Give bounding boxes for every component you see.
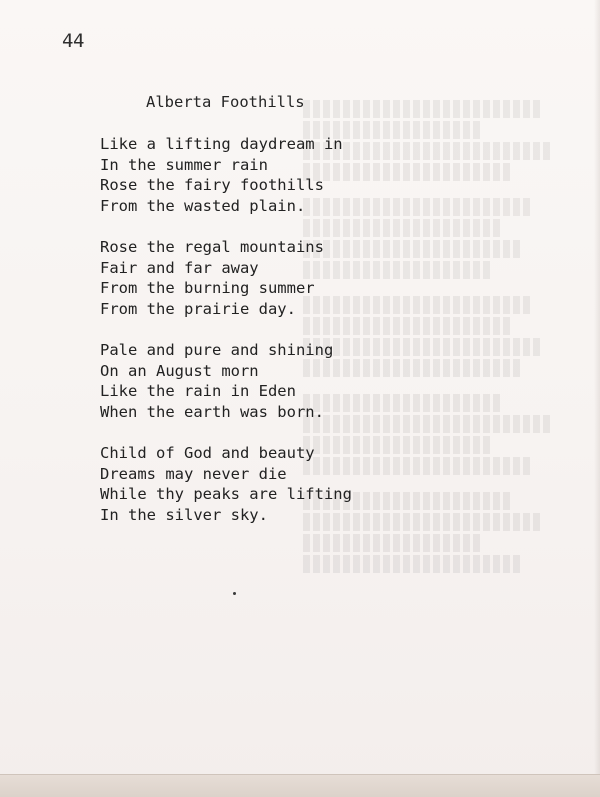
- poem-line: From the prairie day.: [100, 299, 296, 318]
- stanza: [100, 443, 352, 525]
- page-number: 44: [62, 30, 84, 52]
- poem-line: Rose the regal mountains: [100, 237, 324, 256]
- poem-line: From the wasted plain.: [100, 196, 306, 215]
- poem-line: From the burning summer: [100, 279, 315, 298]
- page-bottom-edge: [0, 774, 600, 797]
- stanza: [100, 134, 352, 216]
- poem-title: Alberta Foothills: [146, 93, 305, 111]
- poem-line: Child of God and beauty: [100, 443, 315, 462]
- poem-line: In the silver sky.: [100, 505, 268, 524]
- poem-line: In the summer rain: [100, 155, 268, 174]
- page-edge-shadow: [594, 0, 600, 775]
- stanza: [100, 340, 352, 422]
- poem-body: [100, 134, 352, 546]
- poem-line: Like a lifting daydream in: [100, 135, 343, 153]
- poem-line: While thy peaks are lifting: [100, 485, 352, 504]
- poem-line: On an August morn: [100, 361, 259, 380]
- poem-line: Fair and far away: [100, 258, 259, 277]
- poem-line: Like the rain in Eden: [100, 382, 296, 401]
- poem-line: Dreams may never die: [100, 464, 287, 483]
- ink-speck: [233, 592, 236, 595]
- poem-line: When the earth was born.: [100, 402, 324, 421]
- poem-line: Pale and pure and shining: [100, 340, 334, 359]
- poem-line: Rose the fairy foothills: [100, 176, 324, 195]
- stanza: [100, 237, 352, 319]
